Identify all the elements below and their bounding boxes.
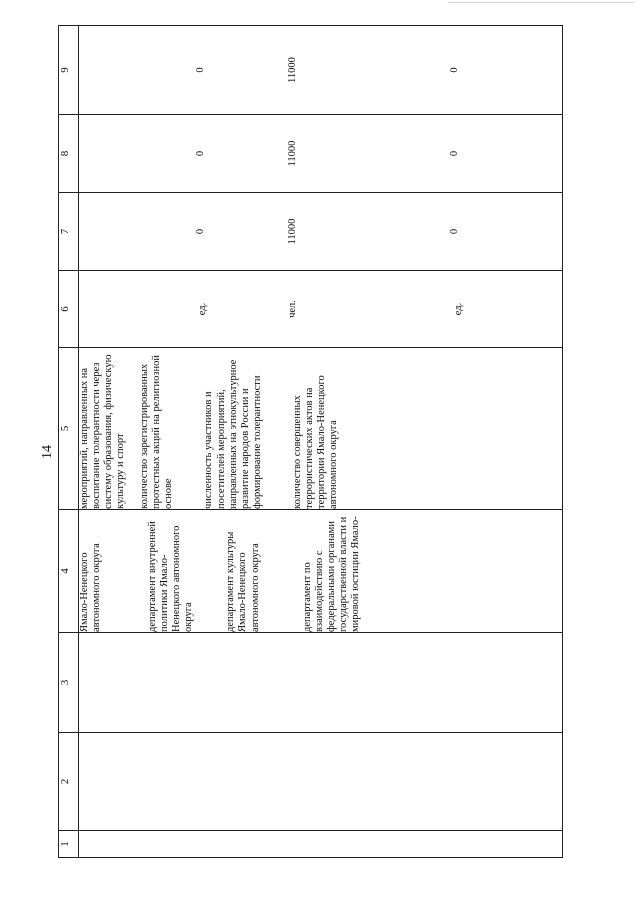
value-entry: 0 [449, 228, 461, 235]
col-9-cell [79, 26, 563, 115]
header-col-7: 7 [59, 193, 79, 271]
col-4-cell [79, 510, 563, 633]
value-entry: 11000 [287, 218, 299, 245]
unit-entry: чел. [287, 300, 299, 318]
body-row [79, 26, 563, 858]
col-8-cell [79, 115, 563, 193]
indicator-entry: количество зарегистрированных протестных акций на религиозной основе [139, 354, 175, 509]
col-6-cell [79, 271, 563, 348]
header-row [59, 26, 79, 858]
header-col-4: 4 [59, 510, 79, 633]
header-col-8: 8 [59, 115, 79, 193]
col-5-cell [79, 348, 563, 510]
indicator-entry: мероприятий, направленных на воспитание толерантности через систему образования, физическую культуру и спорт [79, 354, 127, 509]
indicator-entry: количество совершенных террористических актов на территории Ямало-Ненецкого автономного округа [291, 375, 339, 509]
value-entry: 0 [449, 150, 461, 157]
header-col-2: 2 [59, 733, 79, 831]
value-entry: 11000 [287, 140, 299, 167]
responsible-entry: департамент внутренней политики Ямало-Ненецкого автономного округа [147, 521, 195, 632]
value-entry: 11000 [287, 57, 299, 83]
value-entry: 0 [195, 228, 206, 235]
col-7-cell [79, 193, 563, 271]
col-3-cell [79, 633, 563, 733]
scan-edge-line [448, 2, 634, 3]
header-col-9: 9 [59, 26, 79, 115]
indicators-table [58, 25, 563, 858]
indicator-entry: численность участников и посетителей мероприятий, направленных на этнокультурное развитие народов России и формирование толерантности [203, 359, 263, 509]
page-number: 14 [40, 445, 55, 459]
value-entry: 0 [195, 67, 206, 73]
value-entry: 0 [195, 150, 206, 157]
col-1-cell [79, 831, 563, 858]
responsible-entry: департамент культуры Ямало-Ненецкого автономного округа [225, 531, 261, 632]
responsible-entry: департамент по взаимодействию с федеральными органами государственной власти и мировой юстиции Ямало- [301, 516, 361, 632]
header-col-6: 6 [59, 271, 79, 348]
col-2-cell [79, 733, 563, 831]
responsible-entry: Ямало-Ненецкого автономного округа [79, 543, 103, 632]
value-entry: 0 [449, 67, 461, 73]
header-col-5: 5 [59, 348, 79, 510]
header-col-1: 1 [59, 831, 79, 858]
unit-entry: ед. [453, 302, 465, 316]
header-col-3: 3 [59, 633, 79, 733]
unit-entry: ед. [197, 302, 208, 316]
table-rotated-wrapper [58, 26, 563, 858]
